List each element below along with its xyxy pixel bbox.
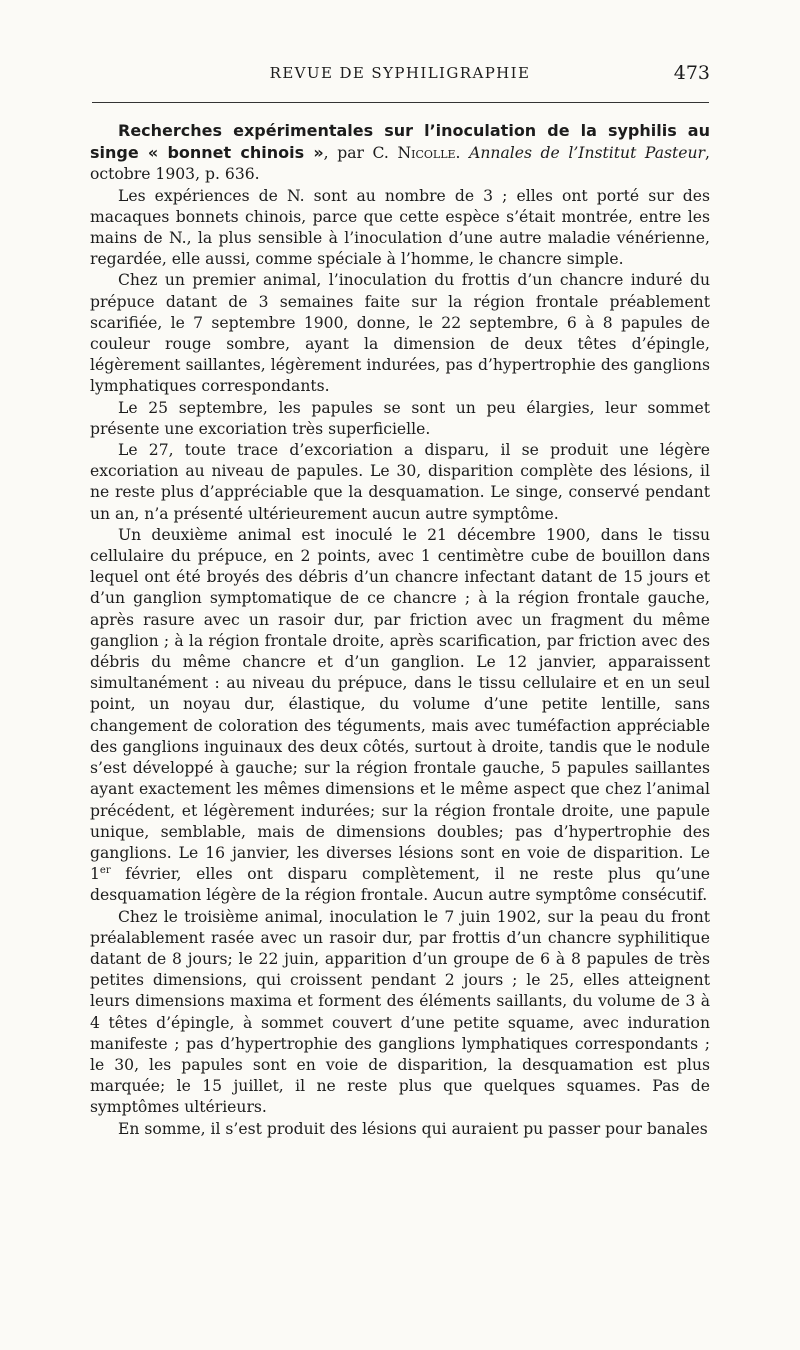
journal-name: Annales de l’Institut Pasteur [469,144,706,163]
article-title: Recherches expérimentales sur l’inoculation de la syphilis au singe « bonnet chinois » [90,121,710,163]
running-head: REVUE DE SYPHILIGRAPHIE [269,64,531,82]
paragraph: Les expériences de N. sont au nombre de 3 ; elles ont porté sur des macaques bonnets chinois, parce que cette espèce s’était montrée, entre les mains de N., la plus sensible à l’inoculation d’une autre maladie vénérienne, regardée, elle aussi, comme spéciale à l’homme, le chancre simple. [90,186,710,269]
article-author: Nicolle [397,144,456,163]
paragraph: Le 27, toute trace d’excoriation a disparu, il se produit une légère excoriation au niveau de papules. Le 30, disparition complète des lésions, il ne reste plus d’appréciable que la desquamation. Le singe, conservé pendant un an, n’a présenté ultérieurement aucun autre symptôme. [90,441,710,523]
paragraph: Chez le troisième animal, inoculation le 7 juin 1902, sur la peau du front préalablement rasée avec un rasoir dur, par frottis d’un chancre syphilitique datant de 8 jours; le 22 juin, apparition d’un groupe de 6 à 8 papules de très petites dimensions, qui croissent pendant 2 jours ; le 25, elles atteignent leurs dimensions maxima et forment des éléments saillants, du volume de 3 à 4 têtes d’épingle, à sommet couvert d’une petite squame, avec induration manifeste ; pas d’hypertrophie des ganglions lymphatiques correspondants ; le 30, les papules sont en voie de disparition, la desquamation est plus marquée; le 15 juillet, il ne reste plus que quelques squames. Pas de symptômes ultérieurs. [90,907,710,1117]
header-rule [92,102,709,103]
paragraph: Le 25 septembre, les papules se sont un peu élargies, leur sommet présente une excoriation très superficielle. [90,398,710,438]
article-body [90,120,710,1140]
paragraph: Chez un premier animal, l’inoculation du frottis d’un chancre induré du prépuce datant de 3 semaines faite sur la région frontale préablement scarifiée, le 7 septembre 1900, donne, le 22 septembre, 6 à 8 papules de couleur rouge sombre, ayant la dimension de deux têtes d’épingle, légèrement saillantes, légèrement indurées, pas d’hypertrophie des ganglions lymphatiques correspondants. [90,271,710,396]
after-author-text: . [455,144,470,163]
page-number: 473 [673,62,710,84]
citation-date: , octobre 1903, p. 636. [90,144,710,184]
by-text: , par C. [323,144,398,163]
paragraph: En somme, il s’est produit des lésions qui auraient pu passer pour banales [118,1119,708,1138]
article-heading [90,120,710,186]
page-header [90,64,710,90]
paragraph: Un deuxième animal est inoculé le 21 décembre 1900, dans le tissu cellulaire du prépuce, en 2 points, avec 1 centimètre cube de bouillon dans lequel ont été broyés des débris d’un chancre infectant datant de 15 jours et d’un ganglion symptomatique de ce chancre ; à la région frontale gauche, après rasure avec un rasoir dur, par friction avec un fragment du même ganglion ; à la région frontale droite, après scarification, par friction avec des débris du même chancre et d’un ganglion. Le 12 janvier, apparaissent simultanément : au niveau du prépuce, dans le tissu cellulaire et en un seul point, un noyau dur, élastique, du volume d’une petite lentille, sans changement de coloration des téguments, mais avec tuméfaction appréciable des ganglions inguinaux des deux côtés, surtout à droite, tandis que le nodule s’est développé à gauche; sur la région frontale gauche, 5 papules saillantes ayant exactement les mêmes dimensions et le même aspect que chez l’animal précédent, et légèrement indurées; sur la région frontale droite, une papule unique, semblable, mais de dimensions doubles; pas d’hypertrophie des ganglions. Le 16 janvier, les diverses lésions sont en voie de disparition. Le 1er février, elles ont disparu complètement, il ne reste plus qu’une desquamation légère de la région frontale. Aucun autre symptôme consécutif. [90,525,710,905]
